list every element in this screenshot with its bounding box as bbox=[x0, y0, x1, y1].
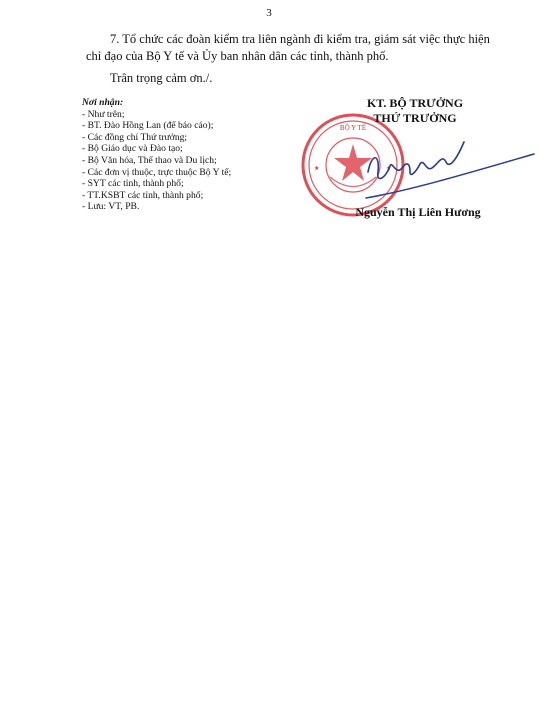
svg-text:★: ★ bbox=[314, 166, 320, 172]
list-item: - Các đồng chí Thứ trưởng; bbox=[82, 131, 188, 143]
seal-text: BỘ Y TẾ bbox=[339, 124, 367, 132]
signature-block bbox=[340, 96, 490, 126]
signer-name: Nguyễn Thị Liên Hương bbox=[355, 205, 481, 219]
list-item: - TT.KSBT các tỉnh, thành phố; bbox=[82, 189, 204, 201]
closing-text: Trân trọng cảm ơn./. bbox=[110, 71, 213, 85]
list-item: - SYT các tỉnh, thành phố; bbox=[82, 178, 184, 190]
handwritten-signature bbox=[362, 132, 538, 212]
svg-text:★: ★ bbox=[386, 166, 392, 172]
recipients-list bbox=[82, 109, 332, 213]
page-number: 3 bbox=[266, 7, 272, 19]
recipients-block: Nơi nhận: - Như trên; - BT. Đào Hồng Lan (để báo cáo); - Các đồng chí Thứ trưởng; - Bộ Giáo dục và Đào tạo; - Bộ Văn hóa, Thể thao và Du lịch; - Các đơn vị thuộc, trực thuộc Bộ Y tế; - SYT các tỉnh, thành phố; - TT.KSBT các tỉnh, thành phố; - Lưu: VT, PB. bbox=[82, 97, 332, 213]
recipients-title: Nơi nhận bbox=[82, 97, 120, 108]
signature-title-line1: KT. BỘ TRƯỞNG bbox=[366, 96, 464, 110]
signature-title-line2: THỨ TRƯỞNG bbox=[373, 111, 457, 125]
list-item: - Bộ Văn hóa, Thể thao và Du lịch; bbox=[82, 154, 217, 166]
list-item: - Các đơn vị thuộc, trực thuộc Bộ Y tế; bbox=[82, 166, 232, 178]
list-item: - BT. Đào Hồng Lan (để báo cáo); bbox=[82, 120, 214, 132]
list-item: - Bộ Giáo dục và Đào tạo; bbox=[82, 143, 183, 155]
list-item: - Như trên; bbox=[82, 108, 125, 120]
item-7-paragraph: 7. Tổ chức các đoàn kiểm tra liên ngành đi kiểm tra, giám sát việc thực hiện chỉ đạo của Bộ Y tế và Ủy ban nhân dân các tỉnh, thành phố. bbox=[86, 32, 490, 63]
list-item: - Lưu: VT, PB. bbox=[82, 201, 140, 213]
